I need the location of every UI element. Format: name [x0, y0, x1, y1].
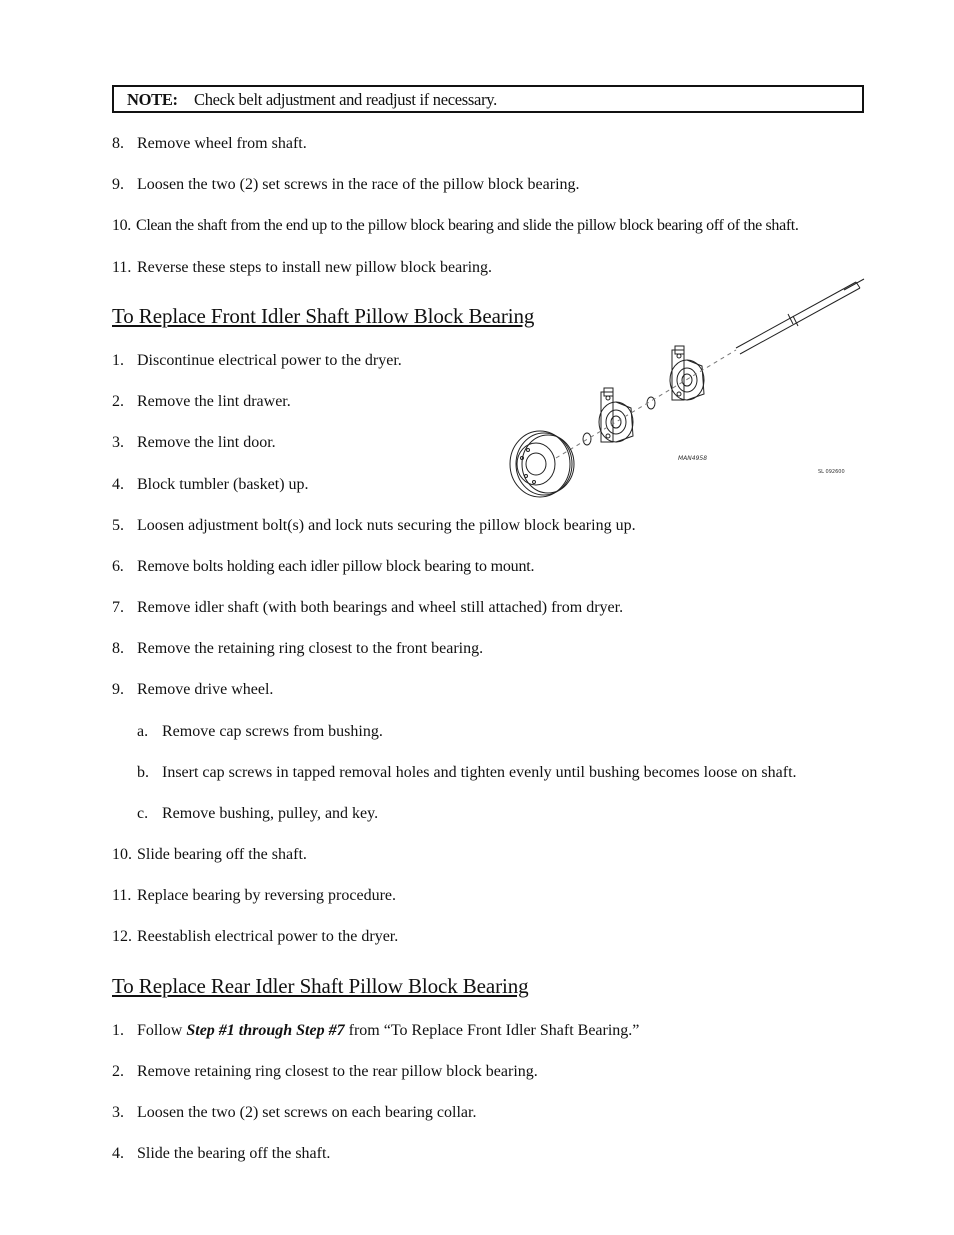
substep-letter: a. [137, 723, 149, 740]
step-text: Clean the shaft from the end up to the pillow block bearing and slide the pillow block bearing off of the shaft. [136, 217, 799, 234]
step-number: 8. [112, 640, 124, 657]
step-number: 11. [112, 259, 132, 276]
section-heading-rear: To Replace Rear Idler Shaft Pillow Block Bearing [112, 974, 529, 998]
note-box [112, 85, 864, 113]
step-number: 4. [112, 476, 124, 493]
idler-shaft-drawing [504, 276, 870, 506]
step-text: Slide the bearing off the shaft. [137, 1145, 331, 1162]
step-number: 2. [112, 393, 124, 410]
step-number: 12. [112, 928, 132, 945]
substep-text: Insert cap screws in tapped removal holes and tighten evenly until bushing becomes loose on shaft. [162, 764, 797, 781]
step-number: 3. [112, 1104, 124, 1121]
step-number: 10. [112, 846, 132, 863]
step-text-pre: Follow [137, 1022, 187, 1039]
step-number: 8. [112, 135, 124, 152]
step-text: Remove bolts holding each idler pillow block bearing to mount. [137, 558, 535, 575]
step-text: Loosen the two (2) set screws in the race of the pillow block bearing. [137, 176, 580, 193]
step-text: Reestablish electrical power to the dryer. [137, 928, 399, 945]
step-text: Remove drive wheel. [137, 681, 274, 698]
step-text: Discontinue electrical power to the dryer. [137, 352, 402, 369]
substep-letter: b. [137, 764, 149, 781]
step-text: Loosen adjustment bolt(s) and lock nuts securing the pillow block bearing up. [137, 517, 636, 534]
step-number: 7. [112, 599, 124, 616]
step-number: 4. [112, 1145, 124, 1162]
step-number: 1. [112, 1022, 124, 1039]
step-text: Remove retaining ring closest to the rear pillow block bearing. [137, 1063, 538, 1080]
step-text-post: from “To Replace Front Idler Shaft Bearing.” [344, 1022, 640, 1039]
step-reference: Step #1 through Step #7 [186, 1022, 345, 1039]
step-number: 10. [112, 217, 131, 234]
step-text: Block tumbler (basket) up. [137, 476, 309, 493]
step-number: 9. [112, 681, 124, 698]
section-heading-front: To Replace Front Idler Shaft Pillow Block Bearing [112, 304, 535, 328]
note-text: Check belt adjustment and readjust if necessary. [194, 90, 497, 109]
figure-label: MAN4958 [678, 455, 708, 462]
step-text: Reverse these steps to install new pillow block bearing. [137, 259, 493, 276]
step-number: 11. [112, 887, 132, 904]
note-label: NOTE: [127, 90, 178, 109]
step-number: 5. [112, 517, 124, 534]
step-number: 3. [112, 434, 124, 451]
figure-code: SL 092600 [818, 469, 845, 475]
step-number: 2. [112, 1063, 124, 1080]
step-text [137, 1021, 639, 1041]
step-text: Remove idler shaft (with both bearings and wheel still attached) from dryer. [137, 599, 624, 616]
substep-letter: c. [137, 805, 149, 822]
step-text: Remove wheel from shaft. [137, 135, 307, 152]
step-text: Replace bearing by reversing procedure. [137, 887, 396, 904]
step-number: 6. [112, 558, 124, 575]
step-text: Remove the lint drawer. [137, 393, 291, 410]
idler-shaft-diagram [504, 276, 870, 506]
step-text: Remove the retaining ring closest to the front bearing. [137, 640, 484, 657]
step-text: Remove the lint door. [137, 434, 276, 451]
step-text: Loosen the two (2) set screws on each bearing collar. [137, 1104, 477, 1121]
step-number: 9. [112, 176, 124, 193]
step-number: 1. [112, 352, 124, 369]
substep-text: Remove cap screws from bushing. [162, 723, 383, 740]
substep-text: Remove bushing, pulley, and key. [162, 805, 379, 822]
step-text: Slide bearing off the shaft. [137, 846, 307, 863]
